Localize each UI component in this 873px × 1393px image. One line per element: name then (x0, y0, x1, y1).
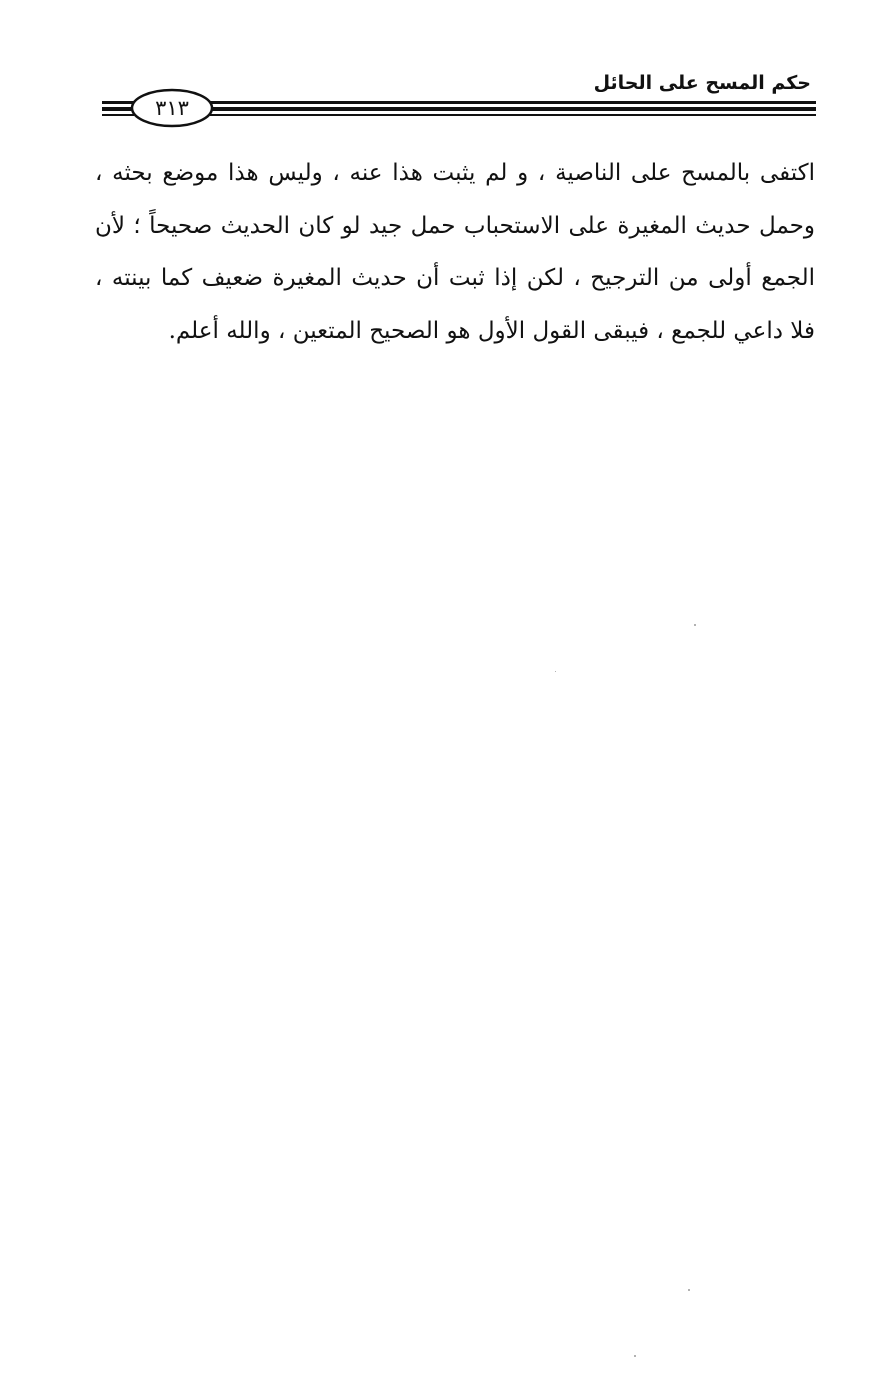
running-title: حكم المسح على الحائل (593, 72, 811, 94)
page-number: ٣١٣ (155, 96, 189, 120)
scan-speck (555, 671, 556, 672)
scan-speck (694, 624, 696, 626)
paragraph: اكتفى بالمسح على الناصية ، و لم يثبت هذا عنه ، وليس هذا موضع بحثه ، وحمل حديث المغيرة على الاستحباب حمل جيد لو كان الحديث صحيحاً ؛ لأن الجمع أولى من الترجيح ، لكن إذا ثبت أن حديث المغيرة ضعيف كما بينته ، فلا داعي للجمع ، فيبقى القول الأول هو الصحيح المتعين ، والله أعلم. (95, 160, 815, 344)
scan-speck (634, 1355, 636, 1357)
body-text (95, 147, 815, 357)
scan-speck (688, 1289, 690, 1291)
